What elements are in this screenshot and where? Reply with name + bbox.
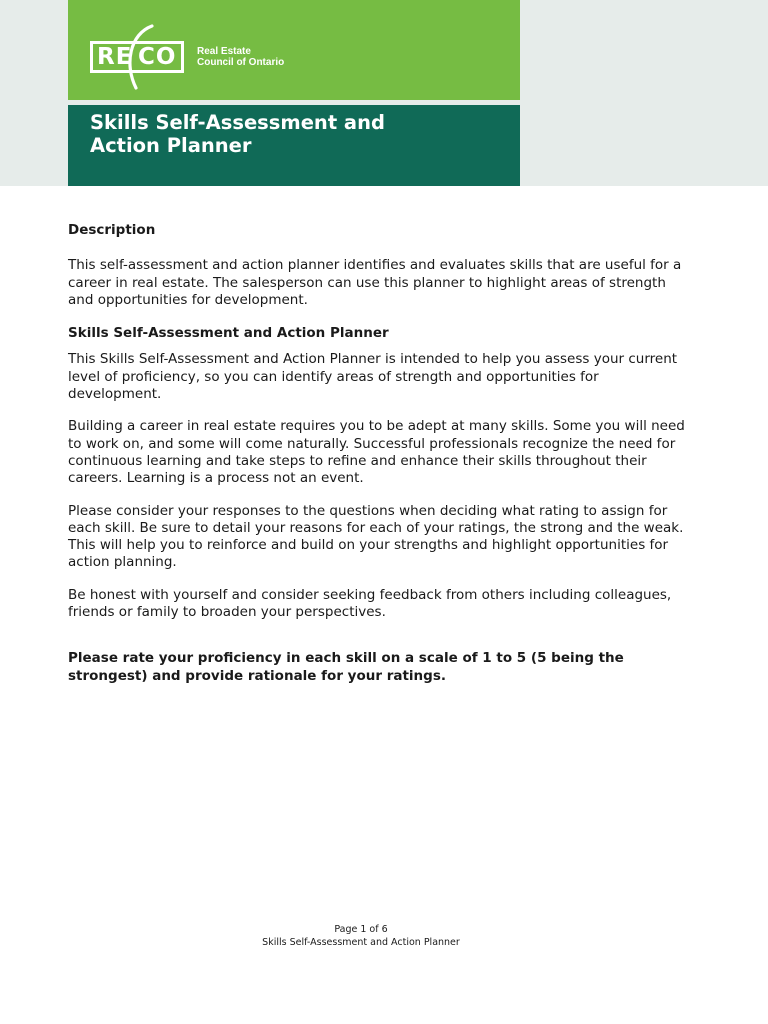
title-line-2: Action Planner: [90, 134, 252, 157]
description-heading: Description: [68, 222, 156, 238]
logo-org-line1: Real Estate: [197, 46, 251, 57]
page-footer: [0, 923, 722, 949]
page-title: [90, 111, 510, 157]
title-line-1: Skills Self-Assessment and: [90, 111, 385, 134]
logo-letters-re: RE: [97, 44, 133, 70]
reco-logo: [90, 24, 290, 90]
logo-org-line2: Council of Ontario: [197, 57, 285, 68]
page-number: Page 1 of 6: [334, 924, 388, 935]
planner-paragraph: Building a career in real estate requires you to be adept at many skills. Some you will need to work on, and some will come naturally. Successful professionals recognize the need for continuous learning and take steps to refine and enhance their skills throughout their careers. Learning is a process not an event.: [68, 418, 685, 487]
rating-instruction: Please rate your proficiency in each skill on a scale of 1 to 5 (5 being the strongest) and provide rationale for your ratings.: [68, 650, 624, 685]
logo-org-name: [197, 46, 284, 68]
document-body: [68, 222, 688, 685]
logo-swoosh-icon: [118, 24, 162, 90]
logo-letters-co: CO: [138, 44, 177, 70]
description-text: This self-assessment and action planner identifies and evaluates skills that are useful for a career in real estate. The salesperson can use this planner to highlight areas of strength and opportunities for development.: [68, 257, 682, 308]
planner-heading: Skills Self-Assessment and Action Planner: [68, 325, 389, 342]
planner-paragraph: Please consider your responses to the questions when deciding what rating to assign for each skill. Be sure to detail your reasons for each of your ratings, the strong and the weak. This will help you to reinforce and build on your strengths and highlight opportunities for action planning.: [68, 502, 684, 571]
planner-paragraph: This Skills Self-Assessment and Action Planner is intended to help you assess your current level of proficiency, so you can identify areas of strength and opportunities for development.: [68, 351, 678, 403]
title-banner: [68, 105, 520, 186]
planner-paragraph: Be honest with yourself and consider seeking feedback from others including colleagues, friends or family to broaden your perspectives.: [68, 586, 672, 621]
footer-doc-title: Skills Self-Assessment and Action Planner: [262, 937, 460, 948]
